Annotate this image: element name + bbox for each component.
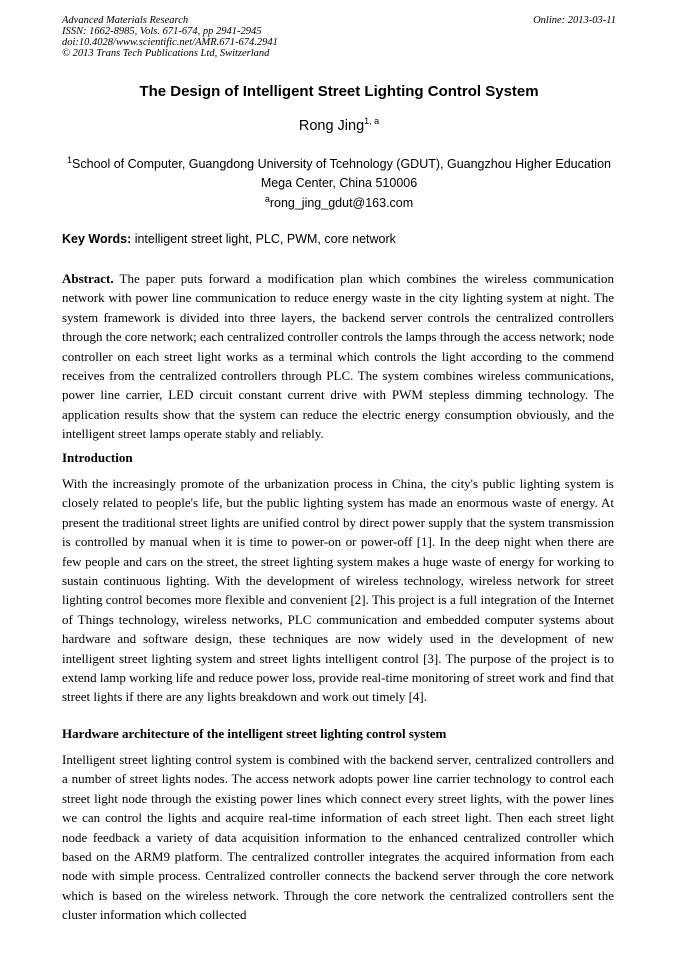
author-name: Rong Jing xyxy=(298,117,365,134)
affiliation xyxy=(62,151,616,193)
keywords-label: Key Words: xyxy=(62,232,132,246)
affiliation-line-2: Mega Center, China 510006 xyxy=(260,176,418,191)
section-heading-introduction: Introduction xyxy=(62,450,133,465)
abstract xyxy=(62,269,614,444)
affiliation-superscript: 1 xyxy=(67,155,73,165)
author-email xyxy=(0,194,678,210)
copyright-line: © 2013 Trans Tech Publications Ltd, Switzerland xyxy=(62,48,270,59)
keywords-text: intelligent street light, PLC, PWM, core network xyxy=(131,232,396,246)
email-superscript: a xyxy=(264,194,270,204)
doi-line: doi:10.4028/www.scientific.net/AMR.671-674.2941 xyxy=(62,37,278,48)
online-date: Online: 2013-03-11 xyxy=(533,15,616,26)
email-address: rong_jing_gdut@163.com xyxy=(269,196,414,211)
affiliation-line-1: School of Computer, Guangdong University of Tcehnology (GDUT), Guangzhou Higher Education xyxy=(72,157,611,172)
paper-title: The Design of Intelligent Street Lighting Control System xyxy=(139,83,539,100)
author xyxy=(0,116,678,134)
section-body-introduction: With the increasingly promote of the urbanization process in China, the city's public lighting system is closely related to people's life, but the public lighting system has made an enormous waste of energy. At present the traditional street lights are unified control by direct power supply that the system transmission is controlled by manual when it is time to power-on or power-off [1]. In the deep night when there are few people and cars on the street, the street lighting system makes a huge waste of energy for working to sustain continuous lighting. With the development of wireless technology, wireless network for street lighting control becomes more flexible and convenient [2]. This project is a full integration of the Internet of Things technology, wireless networks, PLC communication and embedded computer systems about hardware and software design, these techniques are now widely used in the development of new intelligent street lighting system and street lights intelligent control [3]. The purpose of the project is to extend lamp working life and reduce power loss, provide real-time monitoring of street work and find that street lights if there are any lights breakdown and work out timely [4]. xyxy=(62,476,614,705)
section-body-hardware: Intelligent street lighting control system is combined with the backend server, centralized controllers and a number of street lights nodes. The access network adopts power line carrier technology to control each street light node through the existing power lines which connect every street lights, with the power lines we can control the lights and acquire real-time information of each street light. Then each street light node feedback a variety of data acquisition information to the enhanced centralized controller which based on the ARM9 platform. The centralized controller integrates the acquired information from each node with simple process. Centralized controller connects the backend server through the core network which is based on the wireless network. Through the core network the centralized controllers sent the cluster information which collected xyxy=(62,752,614,923)
abstract-label: Abstract. xyxy=(62,271,114,286)
journal-header xyxy=(62,15,278,59)
issn-line: ISSN: 1662-8985, Vols. 671-674, pp 2941-2945 xyxy=(62,26,262,37)
section-heading-hardware: Hardware architecture of the intelligent street lighting control system xyxy=(62,726,447,741)
journal-name: Advanced Materials Research xyxy=(62,15,189,26)
abstract-text: The paper puts forward a modification plan which combines the wireless communication network with power line communication to reduce energy waste in the city lighting system at night. The system framework is divided into three layers, the backend server controls the centralized controllers through the core network; each centralized controller controls the lamps through the access network; node controller on each street light works as a terminal which controls the light according to the commend receives from the centralized controllers through PLC. The system combines wireless communications, power line carrier, LED circuit constant current drive with PWM stepless dimming technology. The application results show that the system can reduce the electric energy consumption obviously, and the intelligent street lamps operate stably and reliably. xyxy=(62,271,614,442)
author-superscript: 1, a xyxy=(364,116,380,126)
keywords xyxy=(62,232,396,246)
